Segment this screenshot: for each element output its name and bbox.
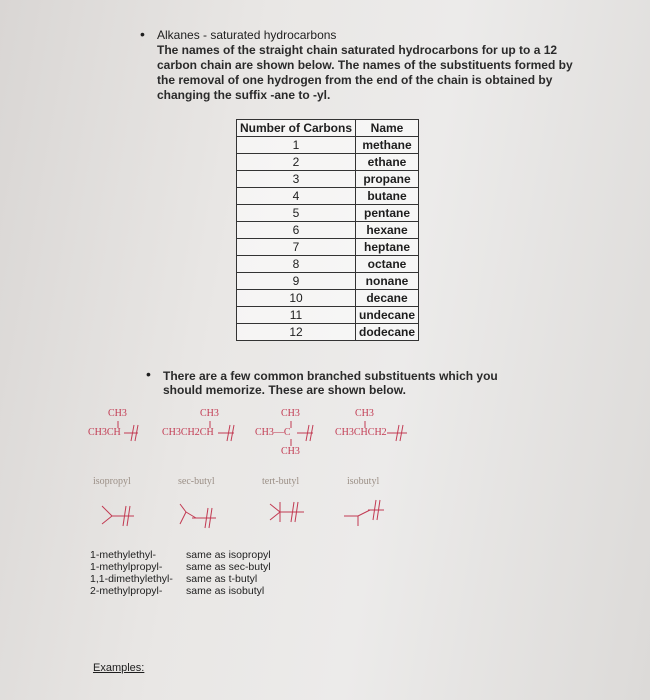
tert-butyl-main-chain: CH3—C bbox=[255, 427, 291, 438]
alkane-name: decane bbox=[356, 290, 419, 307]
alkane-name: methane bbox=[356, 137, 419, 154]
isobutyl-skeletal bbox=[342, 498, 388, 528]
isobutyl-structure bbox=[335, 408, 425, 448]
table-row bbox=[237, 171, 419, 188]
isopropyl-label: isopropyl bbox=[93, 476, 131, 487]
carbon-count: 8 bbox=[237, 256, 356, 273]
table-header-carbons: Number of Carbons bbox=[237, 120, 356, 137]
isobutyl-bonds bbox=[335, 408, 425, 448]
table-row bbox=[237, 239, 419, 256]
list-item bbox=[90, 561, 271, 573]
alkane-name: heptane bbox=[356, 239, 419, 256]
carbon-count: 5 bbox=[237, 205, 356, 222]
alkane-name: octane bbox=[356, 256, 419, 273]
isobutyl-label: isobutyl bbox=[347, 476, 380, 487]
iupac-name: 2-methylpropyl- bbox=[90, 585, 163, 597]
carbon-count: 3 bbox=[237, 171, 356, 188]
table-row bbox=[237, 307, 419, 324]
examples-heading: Examples: bbox=[93, 662, 145, 674]
alkane-name: ethane bbox=[356, 154, 419, 171]
tert-butyl-skeletal bbox=[266, 498, 310, 528]
list-item bbox=[90, 549, 271, 561]
alkane-name: dodecane bbox=[356, 324, 419, 341]
tert-butyl-top-group: CH3 bbox=[281, 408, 300, 419]
carbon-count: 7 bbox=[237, 239, 356, 256]
intro-heading: Alkanes - saturated hydrocarbons bbox=[157, 28, 337, 42]
common-name: same as t-butyl bbox=[186, 573, 258, 585]
common-name: same as isobutyl bbox=[186, 585, 265, 597]
table-row bbox=[237, 188, 419, 205]
carbon-count: 6 bbox=[237, 222, 356, 239]
sec-butyl-label: sec-butyl bbox=[178, 476, 215, 487]
table-header-row bbox=[237, 120, 419, 137]
table-row bbox=[237, 154, 419, 171]
iupac-name: 1,1-dimethylethyl- bbox=[90, 573, 173, 585]
table-header-name: Name bbox=[356, 120, 419, 137]
table-row bbox=[237, 222, 419, 239]
tert-butyl-structure bbox=[255, 408, 325, 464]
isobutyl-main-chain: CH3CHCH2 bbox=[335, 427, 387, 438]
sec-butyl-main-chain: CH3CH2CH bbox=[162, 427, 214, 438]
table-row bbox=[237, 205, 419, 222]
alkane-name: propane bbox=[356, 171, 419, 188]
isopropyl-skeletal bbox=[100, 500, 140, 530]
list-item bbox=[90, 573, 271, 585]
isopropyl-main-chain: CH3CH bbox=[88, 427, 121, 438]
intro-body: The names of the straight chain saturated hydrocarbons for up to a 12 carbon chain are shown below. The names of the substituents formed by the removal of one hydrogen from the end of the chain is obtained by changing the suffix -ane to -yl. bbox=[157, 43, 573, 102]
sec-butyl-skeletal bbox=[178, 500, 222, 532]
isopropyl-bonds bbox=[88, 408, 158, 448]
carbon-count: 9 bbox=[237, 273, 356, 290]
carbon-count: 4 bbox=[237, 188, 356, 205]
table-row bbox=[237, 324, 419, 341]
tert-butyl-bonds bbox=[255, 408, 325, 464]
alkane-name: butane bbox=[356, 188, 419, 205]
sec-butyl-bonds bbox=[162, 408, 252, 448]
intro-section bbox=[157, 28, 577, 103]
alkane-name: pentane bbox=[356, 205, 419, 222]
bullet-dot: • bbox=[146, 366, 151, 382]
table-row bbox=[237, 290, 419, 307]
iupac-name: 1-methylethyl- bbox=[90, 549, 156, 561]
iupac-name: 1-methylpropyl- bbox=[90, 561, 163, 573]
isopropyl-structure bbox=[88, 408, 158, 448]
common-name: same as isopropyl bbox=[186, 549, 271, 561]
carbon-count: 10 bbox=[237, 290, 356, 307]
carbon-count: 12 bbox=[237, 324, 356, 341]
tert-butyl-bottom-group: CH3 bbox=[281, 446, 300, 457]
branched-intro: There are a few common branched substituents which you should memorize. These are shown below. bbox=[163, 369, 498, 397]
alkane-names-table bbox=[236, 119, 419, 341]
isopropyl-top-group: CH3 bbox=[108, 408, 127, 419]
carbon-count: 2 bbox=[237, 154, 356, 171]
table-row bbox=[237, 137, 419, 154]
sec-butyl-structure bbox=[162, 408, 252, 448]
alkane-name: undecane bbox=[356, 307, 419, 324]
table-row bbox=[237, 256, 419, 273]
alkane-name: nonane bbox=[356, 273, 419, 290]
alkane-name: hexane bbox=[356, 222, 419, 239]
table-row bbox=[237, 273, 419, 290]
carbon-count: 1 bbox=[237, 137, 356, 154]
tert-butyl-label: tert-butyl bbox=[262, 476, 300, 487]
bullet-dot: • bbox=[140, 26, 145, 42]
iupac-synonyms-list bbox=[90, 549, 271, 597]
common-name: same as sec-butyl bbox=[186, 561, 271, 573]
list-item bbox=[90, 585, 271, 597]
sec-butyl-top-group: CH3 bbox=[200, 408, 219, 419]
carbon-count: 11 bbox=[237, 307, 356, 324]
isobutyl-top-group: CH3 bbox=[355, 408, 374, 419]
